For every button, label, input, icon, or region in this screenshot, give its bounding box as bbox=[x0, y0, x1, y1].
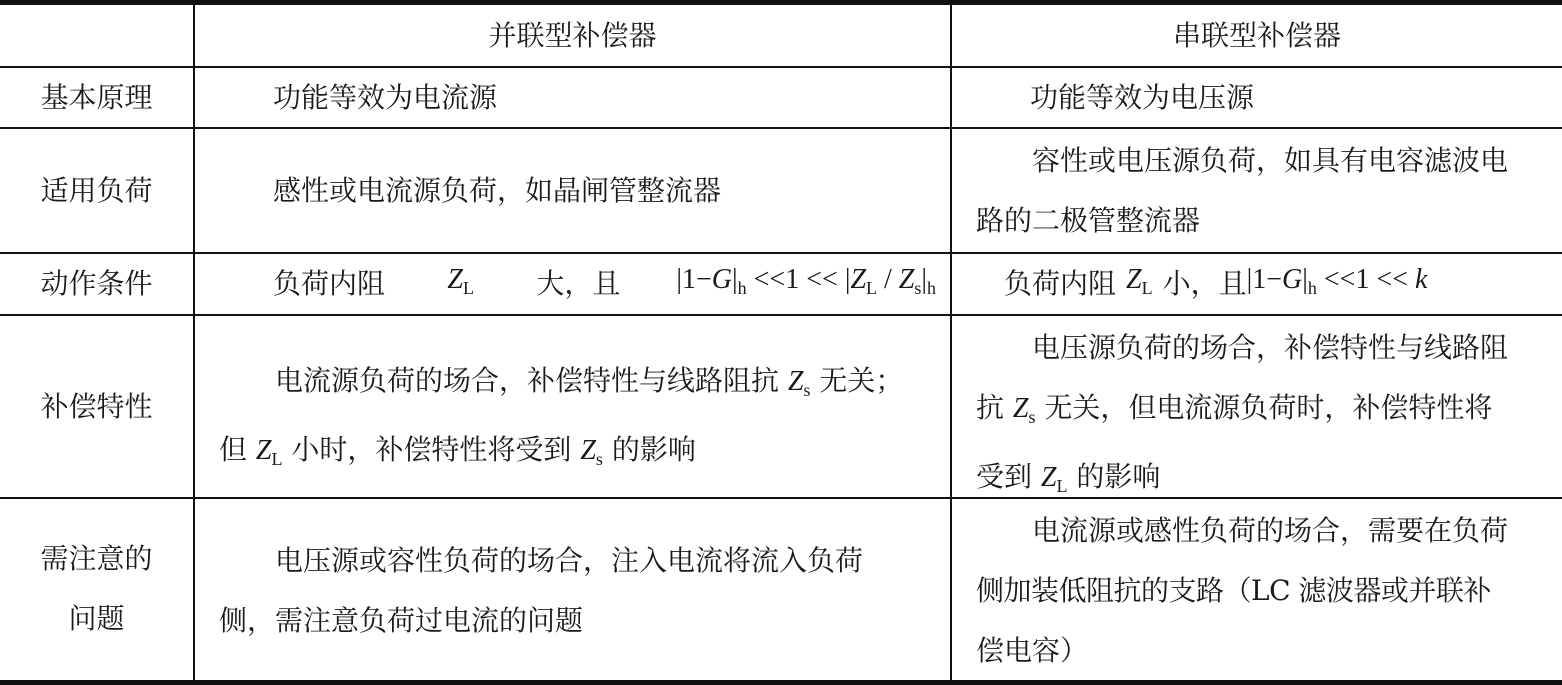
shunt-principle-cell: 功能等效为电流源 bbox=[273, 80, 498, 114]
row-label-operating-condition: 动作条件 bbox=[40, 267, 153, 300]
series-condition-formula: $|1-G|_h <<1 << k$ bbox=[1246, 264, 1428, 298]
series-issues-cell: 电流源或感性负荷的场合，需要在负荷 侧加装低阻抗的支路（LC 滤波器或并联补 偿电容） bbox=[976, 514, 1509, 667]
shunt-compensation-characteristic-cell: 电流源负荷的场合，补偿特性与线路阻抗 $Z_s$ 无关； 但 $Z_L$ 小时，补偿特性将受到 $Z_s$ 的影响 bbox=[219, 364, 904, 469]
shunt-issues-cell: 电压源或容性负荷的场合，注入电流将流入负荷 侧，需注意负荷过电流的问题 bbox=[219, 544, 864, 637]
shunt-operating-condition-cell: 负荷内阻 $Z_L$ 大，且 $|1-G|_h <<1 << |Z_L / Z_s|_h$ bbox=[195, 254, 950, 314]
shunt-load-impedance-symbol: $Z_L$ bbox=[447, 264, 474, 298]
header-series-cell bbox=[952, 5, 1562, 66]
header-shunt-compensator: 并联型补偿器 bbox=[488, 18, 657, 52]
series-compensation-characteristic-cell: 电压源负荷的场合，补偿特性与线路阻 抗 $Z_s$ 无关，但电流源负荷时，补偿特性将 受到 $Z_L$ 的影响 bbox=[976, 331, 1509, 496]
series-principle-cell: 功能等效为电压源 bbox=[1030, 80, 1255, 114]
header-shunt-cell bbox=[195, 5, 950, 66]
row-label-compensation-characteristic: 补偿特性 bbox=[40, 389, 153, 423]
shunt-condition-formula: $|1-G|_h <<1 << |Z_L / Z_s|_h$ bbox=[676, 264, 936, 298]
shunt-applicable-load-cell: 感性或电流源负荷，如晶闸管整流器 bbox=[273, 173, 722, 207]
series-applicable-load-cell: 容性或电压源负荷，如具有电容滤波电 路的二极管整流器 bbox=[976, 144, 1509, 237]
row-label-principle: 基本原理 bbox=[40, 80, 153, 114]
header-corner-cell bbox=[0, 5, 193, 66]
row-label-issues: 需注意的 问题 bbox=[40, 542, 153, 635]
header-series-compensator: 串联型补偿器 bbox=[1172, 18, 1341, 52]
row-label-applicable-load: 适用负荷 bbox=[40, 173, 153, 207]
series-load-impedance-symbol: $Z_L$ bbox=[1126, 264, 1153, 298]
series-operating-condition-cell: 负荷内阻 $Z_L$ 小，且 $|1-G|_h <<1 << k$ bbox=[952, 254, 1562, 314]
